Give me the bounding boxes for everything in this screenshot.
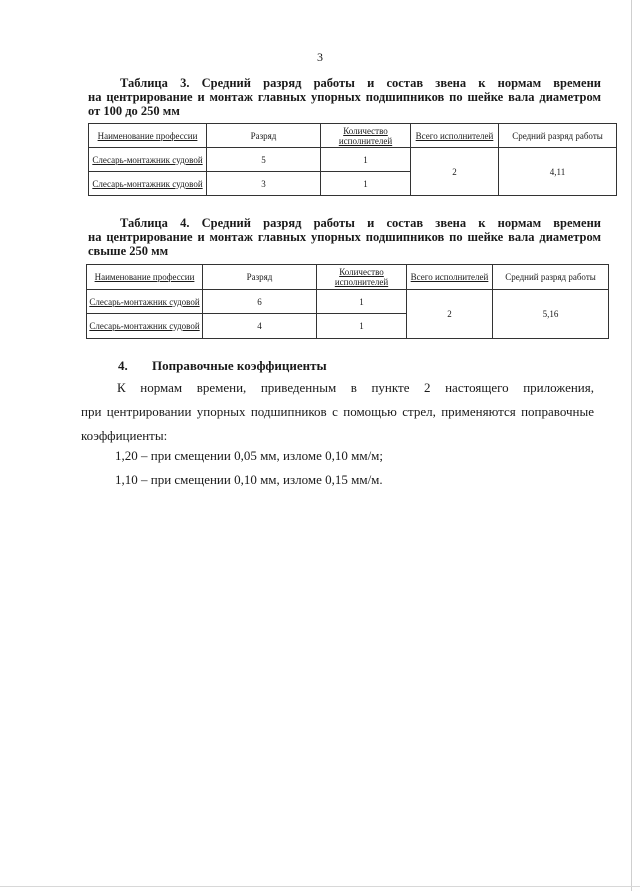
section-heading <box>118 358 327 374</box>
table-header-row <box>87 265 609 290</box>
table-row <box>89 148 617 172</box>
table-row <box>87 290 609 314</box>
page-edge-bottom <box>0 886 640 887</box>
profession-cell: Слесарь-монтажник судовой <box>89 148 207 172</box>
page-edge-right <box>631 0 632 891</box>
total-cell: 2 <box>411 148 499 196</box>
table3-caption-line: Таблица 3. Средний разряд работы и состав звена к нормам времени <box>120 76 601 90</box>
section-title: Поправочные коэффициенты <box>152 358 327 373</box>
table3-caption <box>88 76 601 118</box>
grade-cell: 6 <box>203 290 317 314</box>
count-cell: 1 <box>317 314 407 339</box>
header-cell: Всего исполнителей <box>407 265 493 290</box>
coefficient-item: 1,20 – при смещении 0,05 мм, изломе 0,10 мм/м; <box>115 448 384 463</box>
count-cell: 1 <box>317 290 407 314</box>
profession-cell: Слесарь-монтажник судовой <box>87 314 203 339</box>
average-cell: 4,11 <box>499 148 617 196</box>
header-cell: Всего исполнителей <box>411 124 499 148</box>
table4-caption <box>88 216 601 258</box>
profession-cell: Слесарь-монтажник судовой <box>87 290 203 314</box>
section-number: 4. <box>118 358 128 373</box>
coefficient-item: 1,10 – при смещении 0,10 мм, изломе 0,15 мм/м. <box>115 472 383 487</box>
header-cell: Наименование профессии <box>89 124 207 148</box>
grade-cell: 5 <box>207 148 321 172</box>
header-cell: Наименование профессии <box>87 265 203 290</box>
grade-cell: 3 <box>207 172 321 196</box>
total-cell: 2 <box>407 290 493 339</box>
average-cell: 5,16 <box>493 290 609 339</box>
page-number: 3 <box>317 50 323 64</box>
header-cell: Количество исполнителей <box>317 265 407 290</box>
table4-caption-line: свыше 250 мм <box>88 244 169 258</box>
header-cell: Разряд <box>207 124 321 148</box>
count-cell: 1 <box>321 148 411 172</box>
header-cell: Средний разряд работы <box>499 124 617 148</box>
count-cell: 1 <box>321 172 411 196</box>
table3-caption-line: на центрирование и монтаж главных упорных подшипников по шейке вала диаметром <box>88 90 601 104</box>
table4-caption-line: на центрирование и монтаж главных упорных подшипников по шейке вала диаметром <box>88 230 601 244</box>
paragraph-line: коэффициенты: <box>81 428 168 443</box>
table3 <box>88 123 617 196</box>
paragraph-line: К нормам времени, приведенным в пункте 2 настоящего приложения, <box>117 380 594 395</box>
table3-caption-line: от 100 до 250 мм <box>88 104 180 118</box>
header-cell: Количество исполнителей <box>321 124 411 148</box>
table4 <box>86 264 609 339</box>
header-cell: Средний разряд работы <box>493 265 609 290</box>
profession-cell: Слесарь-монтажник судовой <box>89 172 207 196</box>
grade-cell: 4 <box>203 314 317 339</box>
table-header-row <box>89 124 617 148</box>
table4-caption-line: Таблица 4. Средний разряд работы и состав звена к нормам времени <box>120 216 601 230</box>
paragraph-line: при центрировании упорных подшипников с помощью стрел, применяются поправочные <box>81 404 594 419</box>
section-paragraph <box>81 376 594 448</box>
header-cell: Разряд <box>203 265 317 290</box>
